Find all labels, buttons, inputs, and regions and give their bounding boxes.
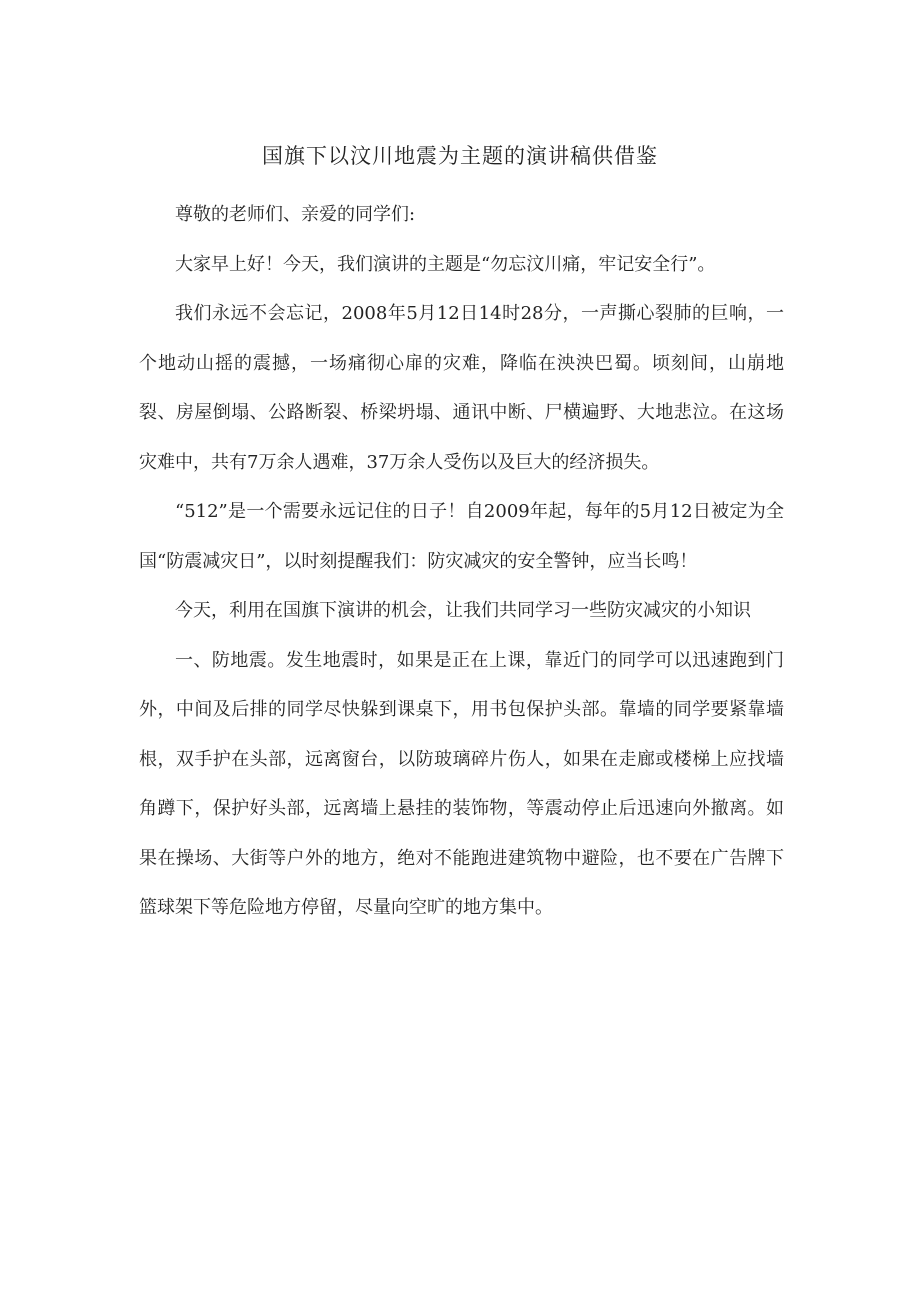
document-title: 国旗下以汶川地震为主题的演讲稿供借鉴 bbox=[262, 144, 658, 168]
paragraph-knowledge-intro: 今天，利用在国旗下演讲的机会，让我们共同学习一些防灾减灾的小知识 bbox=[175, 600, 751, 621]
document-body bbox=[139, 190, 784, 933]
paragraph-earthquake-memory: 我们永远不会忘记，2008年5月12日14时28分，一声撕心裂肺的巨响，一个地动山摇的震撼，一场痛彻心扉的灾难，降临在泱泱巴蜀。顷刻间，山崩地裂、房屋倒塌、公路断裂、桥梁坍塌、通讯中断、尸横遍野、大地悲泣。在这场灾难中，共有7万余人遇难，37万余人受伤以及巨大的经济损失。 bbox=[139, 303, 784, 473]
paragraph-opening: 大家早上好！今天，我们演讲的主题是“勿忘汶川痛，牢记安全行”。 bbox=[175, 253, 716, 275]
paragraph-earthquake-safety: 一、防地震。发生地震时，如果是正在上课，靠近门的同学可以迅速跑到门外，中间及后排的同学尽快躲到课桌下，用书包保护头部。靠墙的同学要紧靠墙根，双手护在头部，远离窗台，以防玻璃碎片伤人，如果在走廊或楼梯上应找墙角蹲下，保护好头部，远离墙上悬挂的装饰物，等震动停止后迅速向外撤离。如果在操场、大街等户外的地方，绝对不能跑进建筑物中避险，也不要在广告牌下篮球架下等危险地方停留，尽量向空旷的地方集中。 bbox=[139, 649, 784, 918]
greeting-paragraph: 尊敬的老师们、亲爱的同学们: bbox=[175, 204, 416, 225]
paragraph-disaster-day: “512”是一个需要永远记住的日子！自2009年起，每年的5月12日被定为全国“防震减灾日”，以时刻提醒我们：防灾减灾的安全警钟，应当长鸣！ bbox=[139, 501, 784, 572]
